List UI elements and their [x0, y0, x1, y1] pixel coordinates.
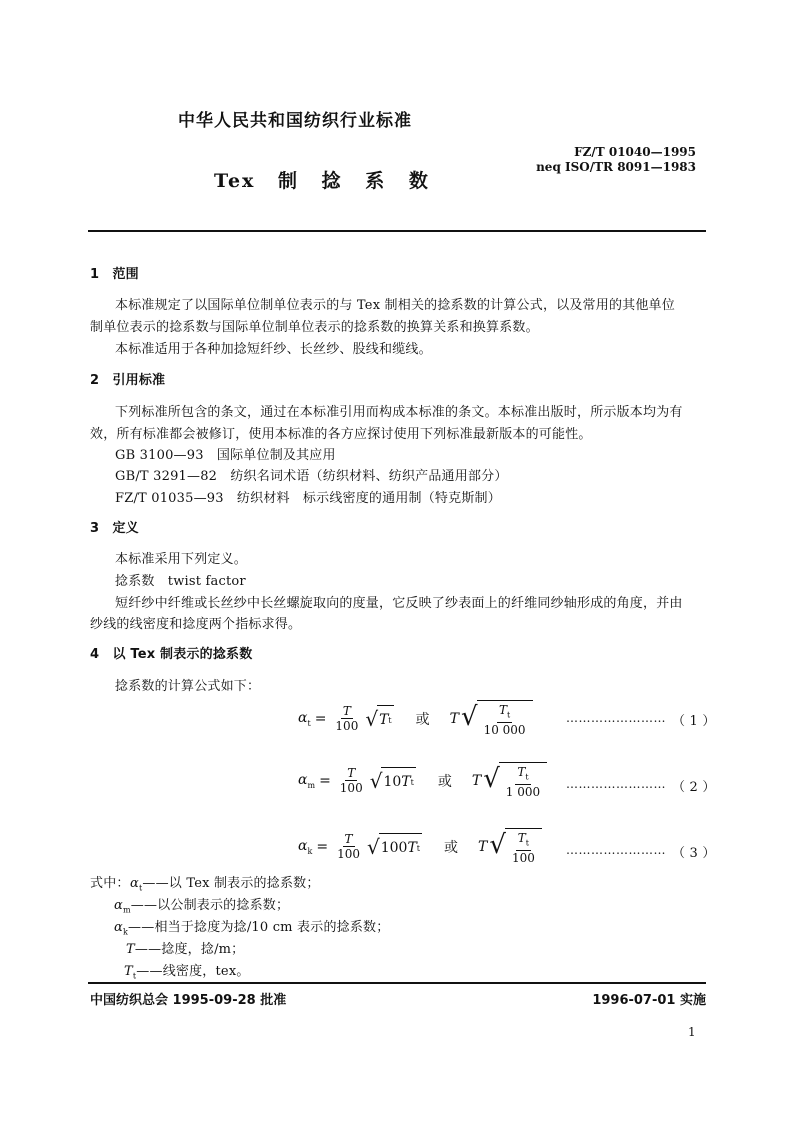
formula-lhs: $\alpha_k$ [298, 837, 313, 856]
square-root: √ $\frac{T_t}{1 000}$ [483, 762, 547, 799]
section-4-heading: 4 以 Tex 制表示的捻系数 [90, 647, 253, 662]
page-number: 1 [688, 1025, 696, 1039]
variable-definition: $\alpha_m——$以公制表示的捻系数； [114, 898, 290, 915]
formula-3-number: （ 3 ） [672, 846, 716, 861]
footer-rule [88, 982, 706, 984]
section-1-para-1-line-2: 制单位表示的捻系数与国际单位制单位表示的捻系数的换算关系和换算系数。 [90, 320, 539, 335]
formula-3: $\alpha_k$ = $\frac{T}{100}$ √ 100 T t 或 T √ $\frac{T_t}{100}$ [298, 828, 542, 865]
leader-dots: …………………… [566, 843, 666, 857]
variable-definition: $T_t——$线密度，tex。 [124, 964, 250, 981]
reference-item: FZ/T 01035—93 纺织材料 标示线密度的通用制（特克斯制） [115, 491, 501, 506]
variable-definition: T——捻度，捻/m； [126, 942, 245, 957]
implementation-date: 1996-07-01 实施 [592, 993, 706, 1008]
formula-lhs: $\alpha_t$ [298, 709, 311, 728]
definition-line-1: 短纤纱中纤维或长丝纱中长丝螺旋取向的度量，它反映了纱表面上的纤维同纱轴形成的角度，并由 [115, 596, 683, 611]
section-2-para-line-1: 下列标准所包含的条文，通过在本标准引用而构成本标准的条文。本标准出版时，所示版本均为有 [115, 405, 683, 420]
square-root: √ $\frac{T_t}{100}$ [489, 828, 541, 865]
where-label: 式中： [90, 876, 130, 891]
square-root: √ 100 T t [366, 834, 421, 859]
variable-definition: $\alpha_k——$相当于捻度为捻/10 cm 表示的捻系数； [114, 920, 390, 937]
section-3-para-1: 本标准采用下列定义。 [115, 552, 248, 567]
square-root: √ T t [365, 706, 392, 731]
square-root: √ 10 T t [369, 768, 414, 793]
equivalent-standard: neq ISO/TR 8091—1983 [536, 160, 696, 174]
section-3-heading: 3 定义 [90, 521, 139, 536]
formula-2-number: （ 2 ） [672, 780, 716, 795]
section-1-para-1-line-1: 本标准规定了以国际单位制单位表示的与 Tex 制相关的捻系数的计算公式，以及常用的其他单位 [115, 298, 675, 313]
approval-date: 中国纺织总会 1995-09-28 批准 [90, 993, 287, 1008]
document-title: Tex 制 捻 系 数 [214, 170, 430, 192]
reference-item: GB/T 3291—82 纺织名词术语（纺织材料、纺织产品通用部分） [115, 469, 508, 484]
formula-2: $\alpha_m$ = $\frac{T}{100}$ √ 10 T t 或 T √ $\frac{T_t}{1 000}$ [298, 762, 547, 799]
fraction: $\frac{T}{100}$ [335, 704, 359, 734]
section-2-heading: 2 引用标准 [90, 373, 166, 388]
standard-number: FZ/T 01040—1995 [574, 145, 696, 159]
fraction: $\frac{T}{100}$ [337, 832, 360, 862]
reference-item: GB 3100—93 国际单位制及其应用 [115, 448, 336, 463]
formula-intro: 捻系数的计算公式如下： [115, 679, 261, 694]
or-word: 或 [437, 773, 452, 790]
formula-1: $\alpha_t$ = $\frac{T}{100}$ √ T t 或 T √ $\frac{T_t}{10 000}$ [298, 700, 533, 737]
term-entry: 捻系数 twist factor [115, 574, 246, 589]
definition-line-2: 纱线的线密度和捻度两个指标求得。 [90, 617, 302, 632]
formula-1-number: （ 1 ） [672, 714, 716, 729]
variable-definition: $\alpha_t——$以 Tex 制表示的捻系数； [130, 876, 320, 893]
square-root: √ $\frac{T_t}{10 000}$ [461, 700, 533, 737]
leader-dots: …………………… [566, 711, 666, 725]
issuing-organization: 中华人民共和国纺织行业标准 [178, 111, 412, 131]
formula-lhs: $\alpha_m$ [298, 771, 316, 790]
or-word: 或 [415, 711, 430, 728]
section-1-para-2: 本标准适用于各种加捻短纤纱、长丝纱、股线和缆线。 [115, 342, 432, 357]
section-1-heading: 1 范围 [90, 267, 139, 282]
or-word: 或 [444, 839, 459, 856]
fraction: $\frac{T}{100}$ [339, 766, 363, 796]
leader-dots: …………………… [566, 777, 666, 791]
header-rule [88, 230, 706, 232]
section-2-para-line-2: 效，所有标准都会被修订，使用本标准的各方应探讨使用下列标准最新版本的可能性。 [90, 427, 592, 442]
